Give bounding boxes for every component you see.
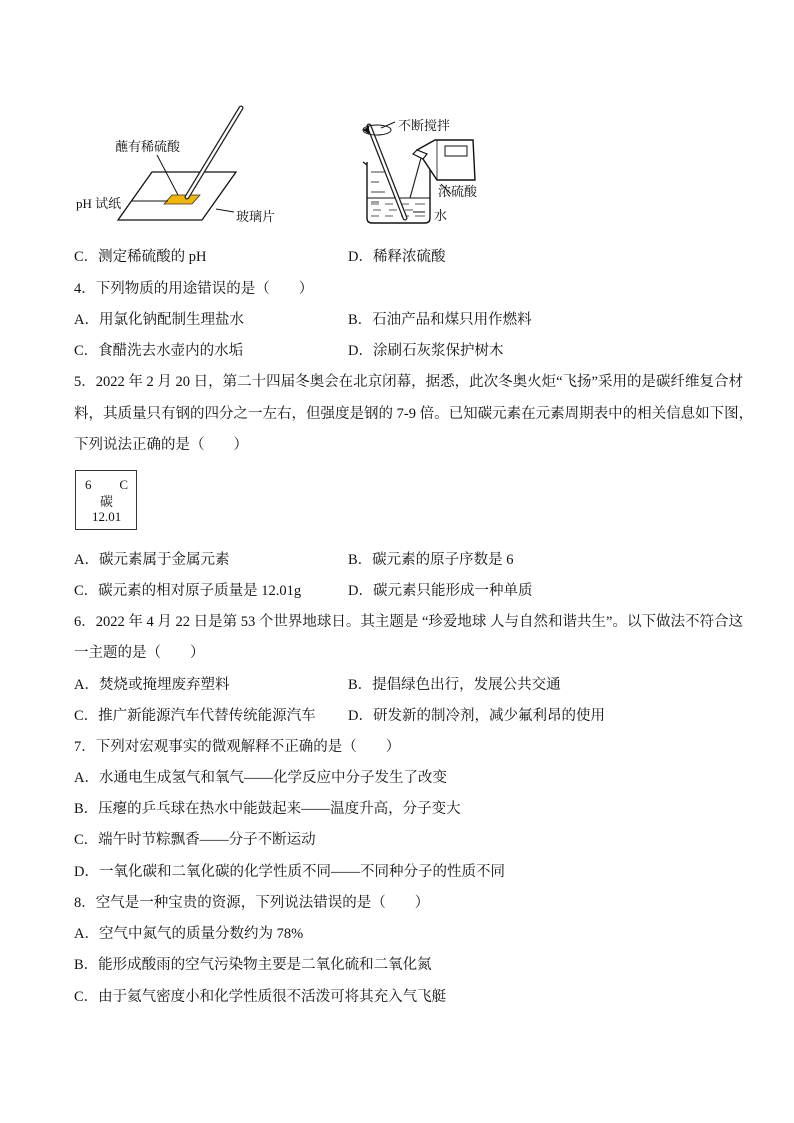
acid-label: 蘸有稀硫酸 <box>115 139 181 154</box>
q5-stem-line-3: 下列说法正确的是（ ） <box>74 437 248 453</box>
q4-option-c: C．食醋洗去水壶内的水垢 <box>74 343 244 359</box>
q7-option-d: D．一氧化碳和二氧化碳的化学性质不同——不同种分子的性质不同 <box>74 864 505 880</box>
q5-option-c: C．碳元素的相对原子质量是 12.01g <box>74 583 302 599</box>
q6-option-d: D．研发新的制冷剂，减少氟利昂的使用 <box>348 708 605 724</box>
q5-option-d: D．碳元素只能形成一种单质 <box>348 583 533 599</box>
q6-option-b: B．提倡绿色出行，发展公共交通 <box>348 677 561 693</box>
atomic-number: 6 <box>85 477 92 492</box>
water-label: 水 <box>434 208 448 223</box>
q4-stem: 4．下列物质的用途错误的是（ ） <box>74 281 314 297</box>
q6-option-a: A．焚烧或掩埋废弃塑料 <box>74 677 230 693</box>
q8-option-b: B．能形成酸雨的空气污染物主要是二氧化硫和二氧化氮 <box>74 957 432 973</box>
glass-plate-label: 玻璃片 <box>236 209 276 224</box>
element-symbol: C <box>119 477 128 492</box>
q8-option-c: C．由于氦气密度小和化学性质很不活泼可将其充入气飞艇 <box>74 989 447 1005</box>
element-name: 碳 <box>100 494 114 509</box>
q5-option-a: A．碳元素属于金属元素 <box>74 552 230 568</box>
q7-stem: 7．下列对宏观事实的微观解释不正确的是（ ） <box>74 739 401 755</box>
ph-paper-label: pH 试纸 <box>76 196 122 211</box>
q6-option-c: C．推广新能源汽车代替传统能源汽车 <box>74 708 316 724</box>
q5-stem-line-1: 5．2022 年 2 月 20 日，第二十四届冬奥会在北京闭幕，据悉，此次冬奥火炬“飞扬”采用的是碳纤维复合材 <box>74 374 743 390</box>
q6-stem-line-2: 一主题的是（ ） <box>74 645 205 661</box>
q4-option-b: B．石油产品和煤只用作燃料 <box>348 312 532 328</box>
periodic-table-cell <box>75 470 137 530</box>
q5-stem-line-2: 料，其质量只有钢的四分之一左右，但强度是钢的 7-9 倍。已知碳元素在元素周期表中的相关信息如下图， <box>74 406 754 422</box>
q3-option-d: D．稀释浓硫酸 <box>348 249 446 265</box>
q8-option-a: A．空气中氮气的质量分数约为 78% <box>74 926 304 942</box>
q4-option-a: A．用氯化钠配制生理盐水 <box>74 312 244 328</box>
q6-stem-line-1: 6．2022 年 4 月 22 日是第 53 个世界地球日。其主题是 “珍爱地球 人与自然和谐共生”。以下做法不符合这 <box>74 614 743 630</box>
q8-stem: 8．空气是一种宝贵的资源，下列说法错误的是（ ） <box>74 895 430 911</box>
conc-acid-label: 浓硫酸 <box>438 184 478 199</box>
q7-option-c: C．端午时节粽飘香——分子不断运动 <box>74 832 316 848</box>
q7-option-a: A．水通电生成氢气和氧气——化学反应中分子发生了改变 <box>74 770 447 786</box>
q5-option-b: B．碳元素的原子序数是 6 <box>348 552 514 568</box>
stir-label: 不断搅拌 <box>398 118 451 133</box>
q3-option-c: C．测定稀硫酸的 pH <box>74 249 207 265</box>
q4-option-d: D．涂刷石灰浆保护树木 <box>348 343 504 359</box>
atomic-mass: 12.01 <box>92 509 122 524</box>
q7-option-b: B．压瘪的乒乓球在热水中能鼓起来——温度升高，分子变大 <box>74 801 461 817</box>
